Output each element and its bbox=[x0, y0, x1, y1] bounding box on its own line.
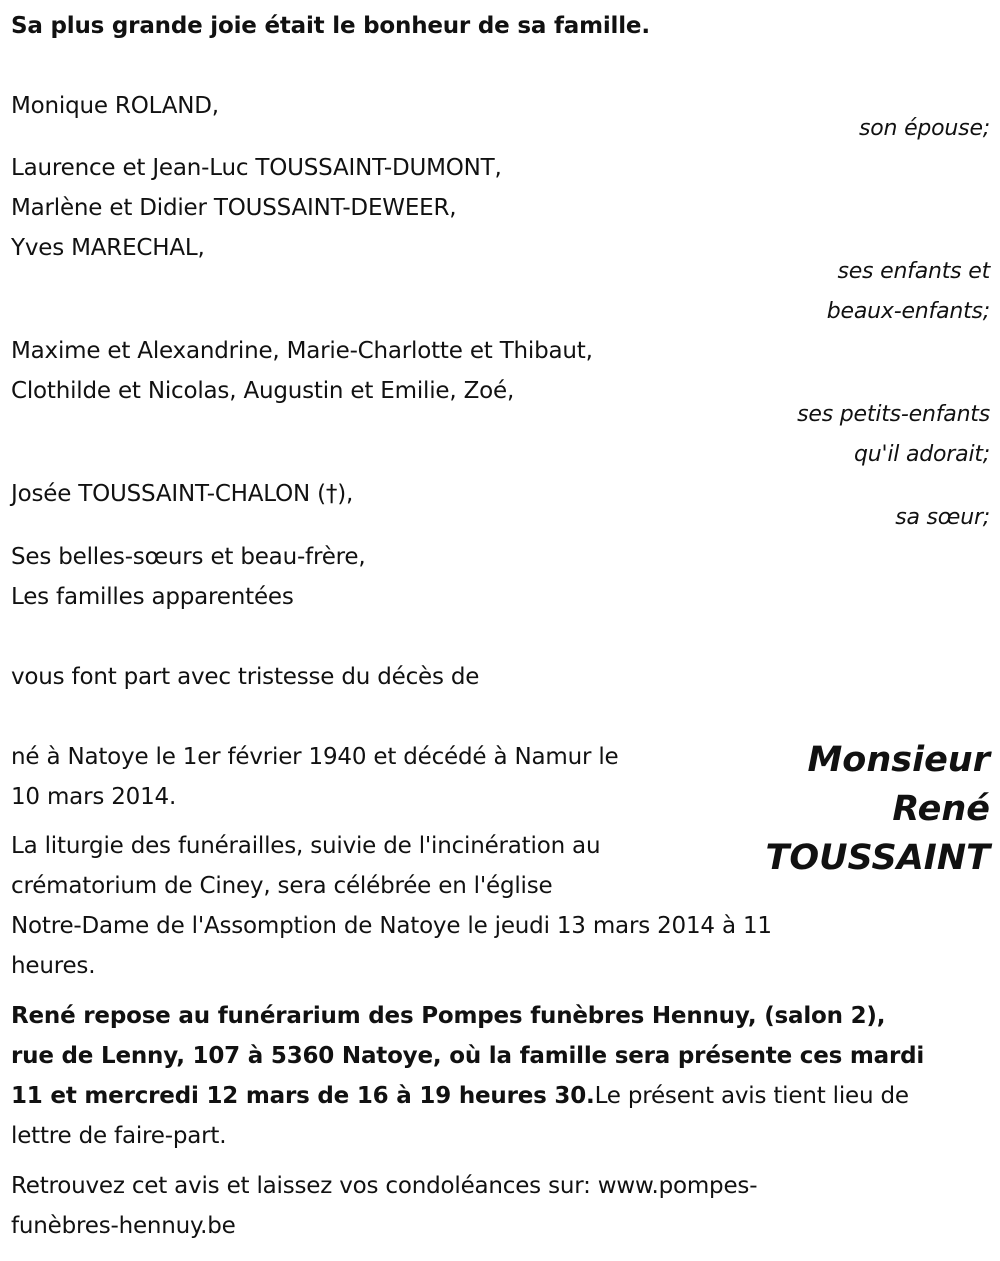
children-relation: ses enfants et bbox=[837, 259, 990, 284]
spouse-relation: son épouse; bbox=[859, 116, 990, 141]
deceased-last-name: TOUSSAINT bbox=[765, 838, 990, 878]
visitation: rue de Lenny, 107 à 5360 Natoye, où la famille sera présente ces mardi bbox=[11, 1043, 925, 1069]
other-family: Les familles apparentées bbox=[11, 584, 294, 610]
birth-death: né à Natoye le 1er février 1940 et décédé à Namur le bbox=[11, 744, 619, 770]
visitation-line bbox=[11, 1076, 909, 1116]
grandchildren-relation: qu'il adorait; bbox=[854, 442, 990, 467]
child-name: Laurence et Jean-Luc TOUSSAINT-DUMONT, bbox=[11, 155, 502, 181]
visitation: René repose au funérarium des Pompes funèbres Hennuy, (salon 2), bbox=[11, 1003, 886, 1029]
children-relation: beaux-enfants; bbox=[826, 299, 990, 324]
grandchildren-relation: ses petits-enfants bbox=[797, 402, 990, 427]
deceased-name bbox=[766, 736, 991, 883]
visitation: lettre de faire-part. bbox=[11, 1123, 227, 1149]
other-family: Ses belles-sœurs et beau-frère, bbox=[11, 544, 366, 570]
spouse-name: Monique ROLAND, bbox=[11, 93, 219, 119]
liturgy: La liturgie des funérailles, suivie de l'incinération au bbox=[11, 833, 601, 859]
liturgy: Notre-Dame de l'Assomption de Natoye le jeudi 13 mars 2014 à 11 bbox=[11, 913, 772, 939]
sister-name: Josée TOUSSAINT-CHALON (†), bbox=[11, 481, 354, 507]
grandchild-names: Maxime et Alexandrine, Marie-Charlotte et Thibaut, bbox=[11, 338, 593, 364]
condolences: funèbres-hennuy.be bbox=[11, 1213, 236, 1239]
child-name: Yves MARECHAL, bbox=[11, 235, 205, 261]
visitation-tail: Le présent avis tient lieu de bbox=[594, 1083, 909, 1109]
sister-relation: sa sœur; bbox=[895, 505, 990, 530]
visitation-bold: 11 et mercredi 12 mars de 16 à 19 heures 30. bbox=[11, 1083, 595, 1109]
liturgy: heures. bbox=[11, 953, 96, 979]
grandchild-names: Clothilde et Nicolas, Augustin et Emilie, Zoé, bbox=[11, 378, 515, 404]
condolences: Retrouvez cet avis et laissez vos condoléances sur: www.pompes- bbox=[11, 1173, 758, 1199]
deceased-title: Monsieur bbox=[807, 740, 990, 780]
liturgy: crématorium de Ciney, sera célébrée en l'église bbox=[11, 873, 553, 899]
heading: Sa plus grande joie était le bonheur de sa famille. bbox=[11, 13, 650, 39]
child-name: Marlène et Didier TOUSSAINT-DEWEER, bbox=[11, 195, 457, 221]
announcement: vous font part avec tristesse du décès de bbox=[11, 664, 480, 690]
deceased-first-name: René bbox=[892, 789, 990, 829]
birth-death: 10 mars 2014. bbox=[11, 784, 177, 810]
